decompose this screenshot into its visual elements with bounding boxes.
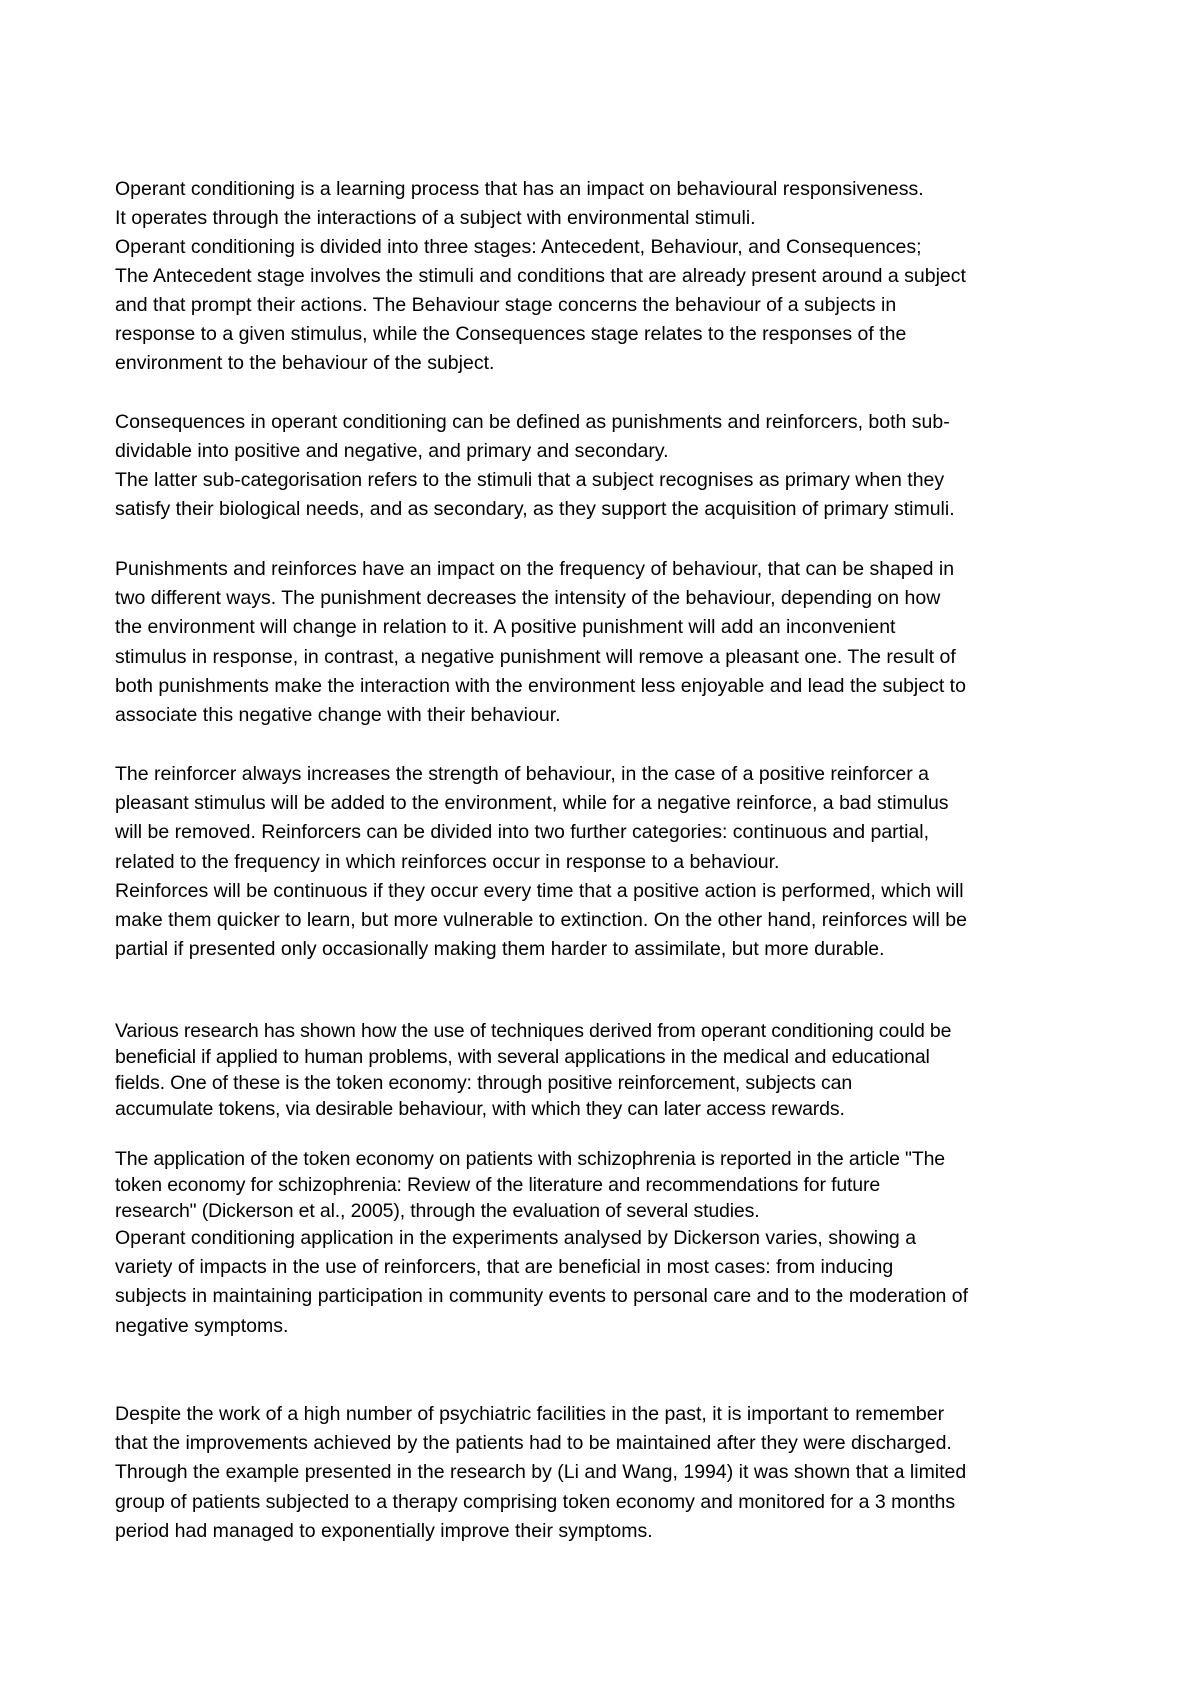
- text-line: will be removed. Reinforcers can be divided into two further categories: continuous and partial,: [115, 821, 930, 843]
- text-line: The latter sub-categorisation refers to the stimuli that a subject recognises as primary when they: [115, 469, 945, 491]
- text-line: environment to the behaviour of the subject.: [115, 352, 495, 374]
- text-line: Operant conditioning is a learning process that has an impact on behavioural responsiveness.: [115, 178, 924, 200]
- text-line: the environment will change in relation to it. A positive punishment will add an inconvenient: [115, 616, 896, 638]
- text-line: fields. One of these is the token economy: through positive reinforcement, subjects can: [115, 1072, 853, 1094]
- text-line: make them quicker to learn, but more vulnerable to extinction. On the other hand, reinforces will be: [115, 909, 967, 931]
- text-line: pleasant stimulus will be added to the environment, while for a negative reinforce, a bad stimulus: [115, 792, 949, 814]
- text-line: research" (Dickerson et al., 2005), through the evaluation of several studies.: [115, 1200, 760, 1222]
- text-line: satisfy their biological needs, and as secondary, as they support the acquisition of primary stimuli.: [115, 498, 955, 520]
- text-line: associate this negative change with their behaviour.: [115, 704, 561, 726]
- text-line: accumulate tokens, via desirable behaviour, with which they can later access rewards.: [115, 1098, 845, 1120]
- text-line: Punishments and reinforces have an impact on the frequency of behaviour, that can be shaped in: [115, 558, 955, 580]
- text-line: related to the frequency in which reinforces occur in response to a behaviour.: [115, 851, 780, 873]
- text-line: It operates through the interactions of a subject with environmental stimuli.: [115, 207, 756, 229]
- text-line: The Antecedent stage involves the stimuli and conditions that are already present around a subject: [115, 265, 966, 287]
- text-line: variety of impacts in the use of reinforcers, that are beneficial in most cases: from inducing: [115, 1256, 894, 1278]
- text-line: The reinforcer always increases the strength of behaviour, in the case of a positive reinforcer a: [115, 763, 930, 785]
- text-line: Operant conditioning is divided into three stages: Antecedent, Behaviour, and Consequences;: [115, 236, 922, 258]
- text-line: token economy for schizophrenia: Review of the literature and recommendations for future: [115, 1174, 881, 1196]
- text-line: dividable into positive and negative, and primary and secondary.: [115, 440, 669, 462]
- text-line: beneficial if applied to human problems, with several applications in the medical and educational: [115, 1046, 930, 1068]
- text-line: Through the example presented in the research by (Li and Wang, 1994) it was shown that a limited: [115, 1461, 967, 1483]
- text-line: Reinforces will be continuous if they occur every time that a positive action is performed, which will: [115, 880, 964, 902]
- text-line: both punishments make the interaction with the environment less enjoyable and lead the subject to: [115, 675, 966, 697]
- text-line: Various research has shown how the use of techniques derived from operant conditioning could be: [115, 1020, 952, 1042]
- text-line: negative symptoms.: [115, 1315, 289, 1337]
- text-line: response to a given stimulus, while the Consequences stage relates to the responses of the: [115, 323, 907, 345]
- text-line: stimulus in response, in contrast, a negative punishment will remove a pleasant one. The result of: [115, 646, 956, 668]
- text-line: The application of the token economy on patients with schizophrenia is reported in the article "The: [115, 1148, 945, 1170]
- text-line: and that prompt their actions. The Behaviour stage concerns the behaviour of a subjects in: [115, 294, 897, 316]
- text-line: partial if presented only occasionally making them harder to assimilate, but more durable.: [115, 938, 885, 960]
- text-line: period had managed to exponentially improve their symptoms.: [115, 1520, 653, 1542]
- text-line: Despite the work of a high number of psychiatric facilities in the past, it is important to remember: [115, 1403, 945, 1425]
- text-line: subjects in maintaining participation in community events to personal care and to the moderation of: [115, 1285, 969, 1307]
- text-line: Operant conditioning application in the experiments analysed by Dickerson varies, showing a: [115, 1227, 917, 1249]
- text-line: two different ways. The punishment decreases the intensity of the behaviour, depending on how: [115, 587, 941, 609]
- text-line: Consequences in operant conditioning can be defined as punishments and reinforcers, both sub-: [115, 411, 950, 433]
- text-line: that the improvements achieved by the patients had to be maintained after they were discharged.: [115, 1432, 952, 1454]
- text-line: group of patients subjected to a therapy comprising token economy and monitored for a 3 months: [115, 1491, 956, 1513]
